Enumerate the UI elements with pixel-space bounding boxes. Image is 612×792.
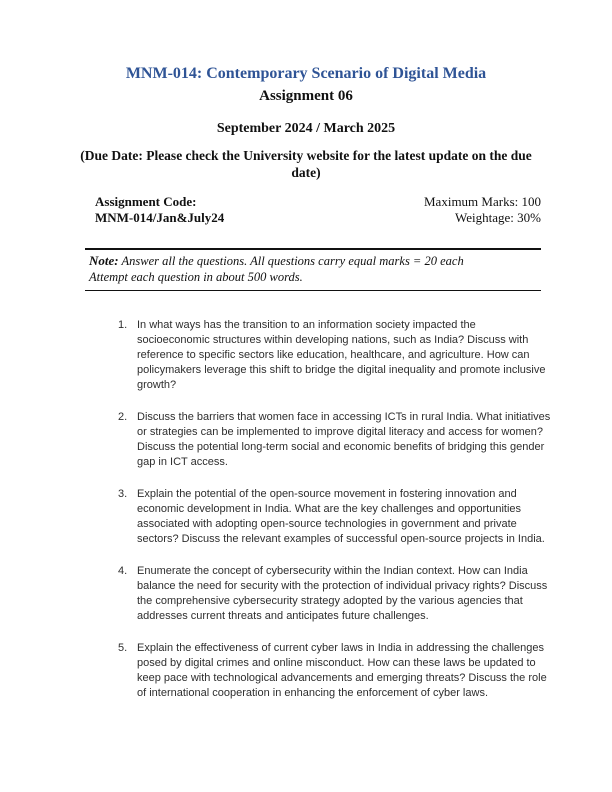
question-number: 4. bbox=[118, 565, 128, 577]
question-number: 1. bbox=[118, 319, 128, 331]
note-text-line1: Answer all the questions. All questions carry equal marks = 20 each bbox=[121, 254, 464, 268]
note-text-line2: Attempt each question in about 500 words. bbox=[89, 269, 303, 284]
maximum-marks: Maximum Marks: 100 bbox=[424, 194, 541, 209]
session-title: September 2024 / March 2025 bbox=[216, 121, 396, 136]
document-header bbox=[0, 0, 612, 181]
question-item-3 bbox=[118, 487, 551, 547]
course-title: MNM-014: Contemporary Scenario of Digital Media bbox=[125, 65, 487, 82]
marks-block bbox=[424, 194, 541, 226]
question-text: In what ways has the transition to an information society impacted the socioeconomic structures within developing nations, such as India? Discuss with reference to specific sectors like education, healthcare, and agriculture. How can policymakers leverage this shift to bridge the digital inequality and promote inclusive growth? bbox=[137, 319, 546, 391]
note-box bbox=[85, 248, 541, 291]
weightage: Weightage: 30% bbox=[455, 210, 541, 225]
assignment-code-label: Assignment Code: bbox=[95, 194, 197, 209]
note-label: Note: bbox=[89, 253, 119, 268]
question-text: Explain the effectiveness of current cyber laws in India in addressing the challenges posed by digital crimes and online misconduct. How can these laws be updated to keep pace with technological advancements and emerging threats? Discuss the role of international cooperation in enhancing the enforcement of cyber laws. bbox=[137, 642, 547, 699]
assignment-title: Assignment 06 bbox=[259, 88, 353, 104]
question-item-4 bbox=[118, 564, 551, 624]
questions-list bbox=[118, 318, 551, 701]
question-text: Enumerate the concept of cybersecurity within the Indian context. How can India balance the need for security with the protection of individual privacy rights? Discuss the comprehensive cybersecurity strategy adopted by the various agencies that addresses current threats and anticipates future challenges. bbox=[137, 565, 548, 622]
question-item-1 bbox=[118, 318, 551, 393]
assignment-code-value: MNM-014/Jan&July24 bbox=[95, 210, 225, 225]
question-text: Explain the potential of the open-source movement in fostering innovation and economic development in India. What are the key challenges and opportunities associated with adopting open-source technologies in government and private sectors? Discuss the relevant examples of successful open-source projects in India. bbox=[137, 488, 545, 545]
question-number: 5. bbox=[118, 642, 128, 654]
assignment-code-block bbox=[95, 194, 224, 226]
question-item-2 bbox=[118, 410, 551, 470]
question-text: Discuss the barriers that women face in accessing ICTs in rural India. What initiatives or strategies can be implemented to improve digital literacy and access for women? Discuss the potential long-term social and economic benefits of bridging this gender gap in ICT access. bbox=[137, 411, 551, 468]
due-date-note: (Due Date: Please check the University website for the latest update on the due date) bbox=[80, 148, 532, 180]
assignment-meta bbox=[95, 194, 541, 226]
question-item-5 bbox=[118, 641, 551, 701]
question-number: 2. bbox=[118, 411, 128, 423]
note-line-1 bbox=[89, 253, 539, 270]
question-number: 3. bbox=[118, 488, 128, 500]
